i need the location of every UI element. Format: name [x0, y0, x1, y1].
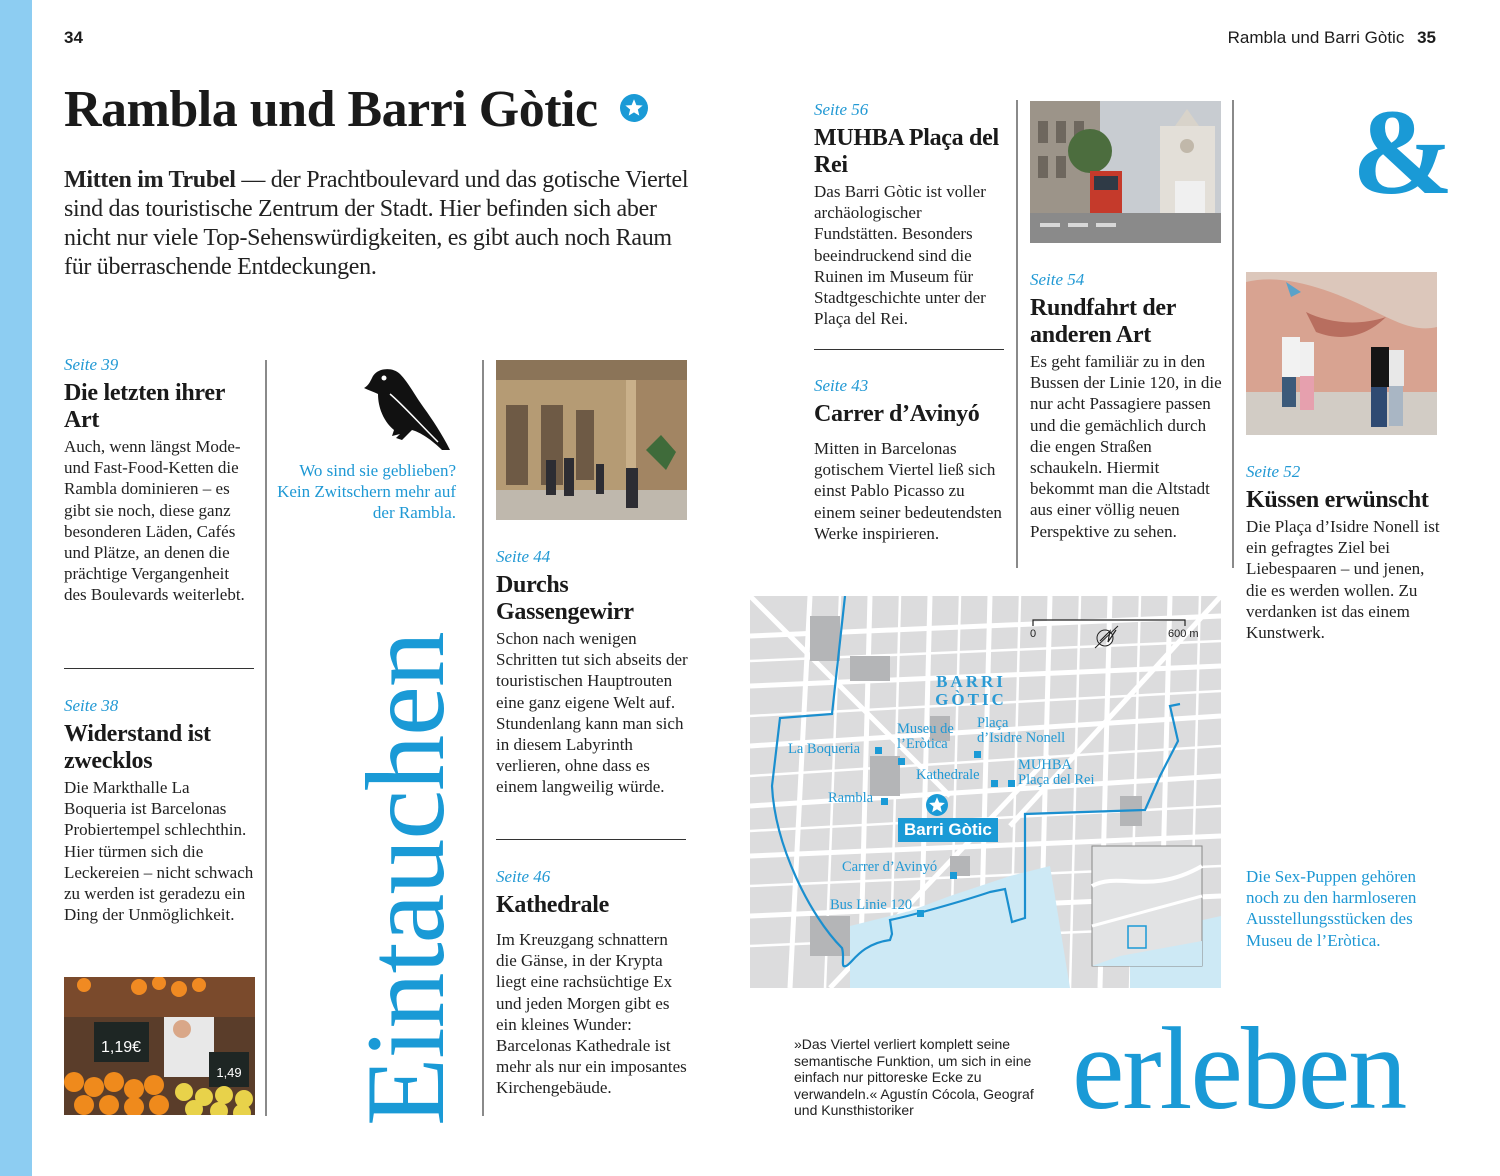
column-rule — [265, 360, 267, 1116]
divider — [814, 349, 1004, 350]
article-heading: Die letzten ihrer Art — [64, 380, 225, 433]
bus-photo — [1030, 101, 1221, 243]
article-text: Die Markthalle La Boqueria ist Barcelonas Probiertempel schlechthin. Hier türmen sich die Leckereien – nicht schwach zu werden ist geradezu ein Ding der Unmöglichkeit. — [64, 778, 254, 925]
map-highlight-tag[interactable]: Barri Gòtic — [898, 818, 998, 842]
scale-start-label: 0 — [1030, 628, 1037, 640]
article-heading: Durchs Gassengewirr — [496, 572, 634, 625]
column-rule — [1016, 100, 1018, 568]
article-rundfahrt — [1030, 270, 1226, 542]
intro-text: der Prachtboulevard und das gotische Viertel sind das touristische Zentrum der Stadt. Hier befinden sich aber nicht nur viele Top-Sehenswürdigkeiten, es gibt auch noch Raum für überraschende Entdeckungen. — [64, 167, 689, 280]
page-reference[interactable]: Seite 44 — [496, 547, 551, 566]
page-title-text: Rambla und Barri Gòtic — [64, 81, 598, 138]
article-avinyo — [814, 376, 1006, 544]
page-reference[interactable]: Seite 46 — [496, 867, 551, 886]
page-spine-bar — [0, 0, 32, 1176]
star-icon — [620, 94, 648, 122]
page-reference[interactable]: Seite 54 — [1030, 270, 1085, 289]
map-label-kathedrale[interactable]: Kathedrale — [916, 767, 980, 783]
barri-gotic-map[interactable] — [750, 596, 1221, 988]
page-reference[interactable]: Seite 56 — [814, 100, 869, 119]
map-marker-muhba[interactable] — [1008, 780, 1015, 787]
article-kuessen — [1246, 462, 1446, 643]
intro-paragraph — [64, 166, 694, 282]
map-marker-kathedrale[interactable] — [991, 780, 998, 787]
label-line: l’Eròtica — [897, 736, 948, 752]
article-muhba — [814, 100, 1006, 329]
star-marker-icon[interactable] — [926, 794, 948, 816]
ampersand-display: & — [1352, 85, 1454, 220]
article-text: Mitten in Barcelonas gotischem Viertel ließ sich einst Pablo Picasso zu einem seiner bedeutendsten Werke inspirieren. — [814, 439, 1002, 543]
bird-caption: Wo sind sie geblieben? Kein Zwitschern mehr auf der Rambla. — [277, 461, 456, 523]
column-rule — [1232, 100, 1234, 568]
article-text: Das Barri Gòtic ist voller archäologischer Fundstätten. Besonders beeindruckend sind die Ruinen im Museum für Stadtgeschichte unter der Plaça del Rei. — [814, 182, 986, 329]
page-reference[interactable]: Seite 43 — [814, 376, 869, 395]
page-reference[interactable]: Seite 38 — [64, 696, 119, 715]
article-heading: MUHBA Plaça del Rei — [814, 125, 999, 178]
right-page-number: 35 — [1417, 28, 1436, 47]
svg-text:1,49: 1,49 — [216, 1065, 242, 1080]
bottom-display-word: erleben — [1072, 1003, 1406, 1134]
article-letzten — [64, 355, 254, 606]
map-label-bus[interactable]: Bus Linie 120 — [830, 897, 913, 913]
map-marker-boqueria[interactable] — [875, 747, 882, 754]
scale-end-label: 600 m — [1168, 628, 1199, 640]
article-text: Auch, wenn längst Mode- und Fast-Food-Ketten die Rambla dominieren – es gibt sie noch, diese ganz besonderen Läden, Cafés und Plätze, an denen die prächtige Vergangenheit des Boulevards weiterlebt. — [64, 437, 245, 605]
map-marker-placa-nonell[interactable] — [974, 751, 981, 758]
article-heading: Rundfahrt der anderen Art — [1030, 295, 1176, 348]
page-title — [64, 81, 648, 138]
label-line: MUHBA — [1018, 757, 1072, 773]
district-line-1: BARRI — [936, 672, 1006, 691]
article-heading: Kathedrale — [496, 892, 609, 918]
article-text: Es geht familiär zu in den Bussen der Linie 120, in die nur acht Passagiere passen und die gemächlich durch die engen Straßen schaukeln. Hiermit bekommt man die Altstadt aus einer völlig neuen Perspektive zu sehen. — [1030, 352, 1222, 541]
street-photo — [496, 360, 687, 520]
column-rule — [482, 360, 484, 1116]
article-text: Schon nach wenigen Schritten tut sich abseits der touristischen Hauptrouten eine ganz eigene Welt auf. Stundenlang kann man sich in diesem Labyrinth verlieren, ohne dass es einem langweilig würde. — [496, 629, 688, 797]
district-line-2: GÒTIC — [935, 690, 1007, 709]
kiss-mural-photo — [1246, 272, 1437, 435]
article-heading: Carrer d’Avinyó — [814, 401, 980, 427]
pull-quote: »Das Viertel verliert komplett seine semantische Funktion, um sich in eine einfach nur pittoreske Ecke zu verwandeln.« Agustín Cócola, Geograf und Kunsthistoriker — [794, 1036, 1034, 1118]
running-header — [1228, 28, 1436, 48]
article-heading: Küssen erwünscht — [1246, 487, 1429, 513]
divider — [496, 839, 686, 840]
article-text: Die Plaça d’Isidre Nonell ist ein gefragtes Ziel bei Liebespaaren – und jenen, die es werden wollen. Zu verdanken ist das einem Kunstwerk. — [1246, 517, 1440, 643]
divider — [64, 668, 254, 669]
map-label-avinyo[interactable]: Carrer d’Avinyó — [842, 859, 938, 875]
intro-dash: — — [235, 167, 271, 193]
article-gassen — [496, 547, 688, 798]
label-line: d’Isidre Nonell — [977, 730, 1066, 746]
article-heading: Widerstand ist zwecklos — [64, 721, 211, 774]
map-marker-rambla[interactable] — [881, 798, 888, 805]
label-line: Plaça del Rei — [1018, 772, 1095, 788]
page-reference[interactable]: Seite 52 — [1246, 462, 1301, 481]
bird-icon — [362, 364, 452, 452]
compass-north-icon — [1096, 626, 1116, 646]
running-title: Rambla und Barri Gòtic — [1227, 28, 1405, 47]
map-marker-avinyo[interactable] — [950, 872, 957, 879]
label-line: Museu de — [897, 721, 954, 737]
map-label-rambla[interactable]: Rambla — [828, 790, 874, 806]
map-district-label — [926, 673, 1016, 709]
article-widerstand — [64, 696, 254, 925]
vertical-display-word: Eintauchen — [344, 632, 468, 1126]
label-line: Plaça — [977, 715, 1009, 731]
page-reference[interactable]: Seite 39 — [64, 355, 119, 374]
map-label-museu[interactable] — [897, 722, 954, 752]
map-label-muhba[interactable] — [1018, 758, 1095, 788]
erotica-caption: Die Sex-Puppen gehören noch zu den harmloseren Ausstellungsstücken des Museu de l’Eròtica. — [1246, 867, 1417, 950]
left-page-number: 34 — [64, 28, 83, 47]
map-marker-museu[interactable] — [898, 758, 905, 765]
article-text: Im Kreuzgang schnattern die Gänse, in der Krypta liegt eine rachsüchtige Ex und jeden Morgen gibt es ein kleines Wunder: Barcelonas Kathedrale ist mehr als nur ein imposantes Kirchengebäude. — [496, 930, 687, 1098]
article-kathedrale — [496, 867, 688, 1099]
map-label-boqueria[interactable]: La Boqueria — [788, 741, 861, 757]
map-marker-bus[interactable] — [917, 910, 924, 917]
market-photo — [64, 977, 255, 1115]
svg-text:1,19€: 1,19€ — [100, 1039, 142, 1056]
map-label-placa-nonell[interactable] — [977, 716, 1065, 746]
intro-lead: Mitten im Trubel — [64, 167, 236, 193]
